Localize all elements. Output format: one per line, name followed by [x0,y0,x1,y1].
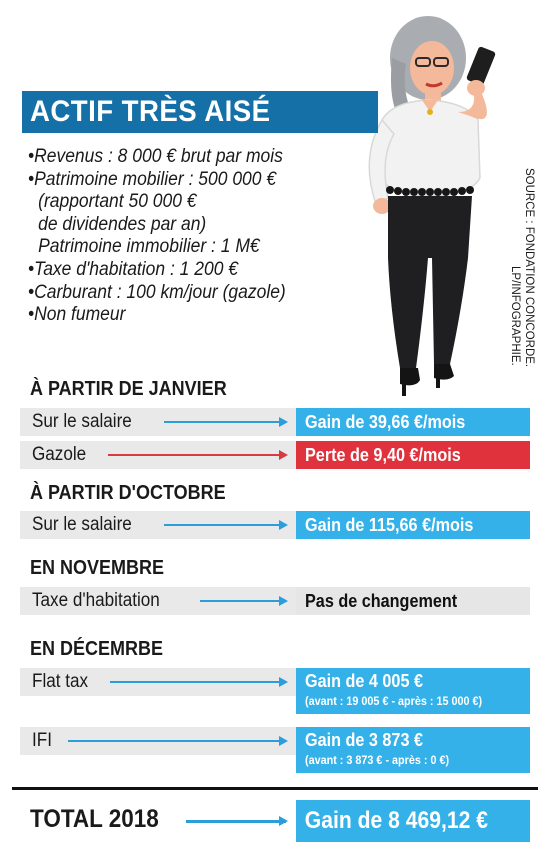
total-value-box [296,800,530,842]
total-label: TOTAL 2018 [30,805,159,833]
result-text: Gain de 39,66 €/mois [305,412,466,432]
arrow-right-icon [108,454,286,456]
result-gain-salaire-janvier [296,408,530,436]
arrow-right-icon [200,600,286,602]
credit-infographie: LP/INFOGRAPHIE. [509,266,521,366]
arrow-right-icon [164,524,286,526]
section-heading-decembre: EN DÉCEMRBE [30,638,164,660]
result-perte-gazole [296,441,530,469]
arrow-right-icon [186,820,286,823]
profile-item-revenus: •Revenus : 8 000 € brut par mois [28,146,283,167]
profile-item-fumeur: •Non fumeur [28,304,126,326]
result-text: Gain de 4 005 € [305,671,423,691]
divider [12,787,538,790]
result-detail: (avant : 3 873 € - après : 0 €) [305,753,450,767]
result-pas-de-changement [296,587,530,615]
section-heading-octobre: À PARTIR D'OCTOBRE [30,482,226,504]
result-text: Gain de 3 873 € [305,730,423,750]
section-heading-novembre: EN NOVEMBRE [30,557,165,579]
result-gain-flat-tax [296,668,530,714]
profile-item-dividendes: (rapportant 50 000 € [38,191,197,213]
arrow-right-icon [68,740,286,742]
total-value: Gain de 8 469,12 € [304,807,488,834]
row-label-salaire-octobre: Sur le salaire [32,514,132,535]
profile-item-dividendes-cont: de dividendes par an) [38,213,207,235]
row-label-flat-tax: Flat tax [32,671,89,692]
profile-list [28,146,368,327]
section-heading-janvier: À PARTIR DE JANVIER [30,378,227,400]
profile-item-carburant: •Carburant : 100 km/jour (gazole) [28,281,286,303]
row-label-gazole: Gazole [32,444,87,465]
arrow-right-icon [110,681,286,683]
page-title: ACTIF TRÈS AISÉ [30,95,271,128]
result-text: Perte de 9,40 €/mois [305,445,461,465]
row-label-salaire-janvier: Sur le salaire [32,411,132,432]
profile-item-patrimoine-mobilier: •Patrimoine mobilier : 500 000 € [28,168,277,190]
row-label-taxe-habitation: Taxe d'habitation [32,590,160,611]
arrow-right-icon [164,421,286,423]
result-detail: (avant : 19 005 € - après : 15 000 €) [305,694,483,708]
result-gain-salaire-octobre [296,511,530,539]
result-gain-ifi [296,727,530,773]
row-label-ifi: IFI [32,730,52,751]
credit-source: SOURCE : FONDATION CONCORDE. [523,168,535,368]
result-text: Gain de 115,66 €/mois [305,515,474,535]
result-text: Pas de changement [305,591,458,611]
profile-item-taxe: •Taxe d'habitation : 1 200 € [28,258,239,280]
profile-item-patrimoine-immobilier: Patrimoine immobilier : 1 M€ [38,236,260,258]
